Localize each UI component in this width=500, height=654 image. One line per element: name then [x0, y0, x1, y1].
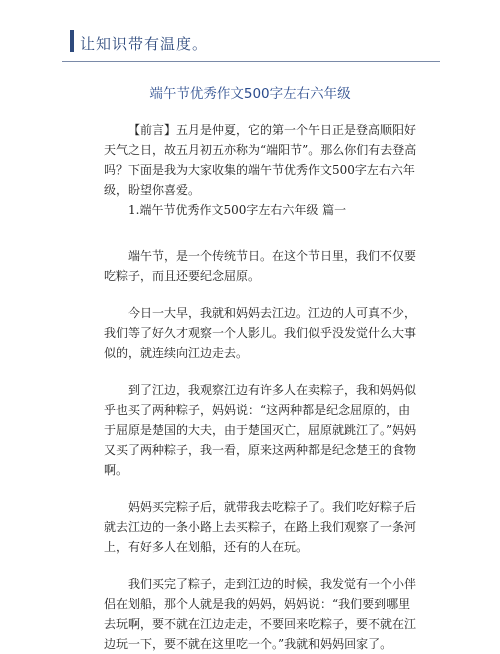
article-title: 端午节优秀作文500字左右六年级	[149, 86, 351, 102]
header-tagline: 让知识带有温度。	[80, 35, 209, 53]
header-accent-bar	[70, 30, 74, 52]
spacer	[104, 286, 420, 303]
article-intro: 【前言】五月是仲夏，它的第一个午日正是登高顺阳好天气之日，故五月初五亦称为“端阳节”。那么你们有去登高吗？下面是我为大家收集的端午节优秀作文500字左右六年级，盼望你喜爱。	[104, 123, 417, 197]
spacer	[104, 480, 420, 497]
paragraph-3: 到了江边，我观察江边有许多人在卖粽子，我和妈妈似乎也买了两种粽子，妈妈说：“这两种都是纪念屈原的，由于屈原是楚国的大夫，由于楚国灭亡，屈原就跳江了。”妈妈又买了两种粽子，我一看，原来这两种都是纪念楚王的食物啊。	[104, 383, 417, 477]
paragraph-1: 端午节，是一个传统节日。在这个节日里，我们不仅要吃粽子，而且还要纪念屈原。	[104, 249, 417, 283]
section-heading: 1.端午节优秀作文500字左右六年级 篇一	[128, 203, 347, 217]
article-body	[104, 120, 420, 654]
spacer	[104, 220, 420, 246]
spacer	[104, 363, 420, 380]
header-divider	[62, 61, 440, 62]
spacer	[104, 557, 420, 574]
paragraph-4: 妈妈买完粽子后，就带我去吃粽子了。我们吃好粽子后就去江边的一条小路上去买粽子，在路上我们观察了一条河上，有好多人在划船，还有的人在玩。	[104, 500, 417, 554]
paragraph-5: 我们买完了粽子，走到江边的时候，我发觉有一个小伴侣在划船，那个人就是我的妈妈，妈妈说：“我们要到哪里去玩啊，要不就在江边走走，不要回来吃粽子，要不就在江边玩一下，要不就在这里吃一个。”我就和妈妈回家了。	[104, 577, 417, 651]
paragraph-2: 今日一大早，我就和妈妈去江边。江边的人可真不少，我们等了好久才观察一个人影儿。我们似乎没发觉什么大事似的，就连续向江边走去。	[104, 306, 417, 360]
